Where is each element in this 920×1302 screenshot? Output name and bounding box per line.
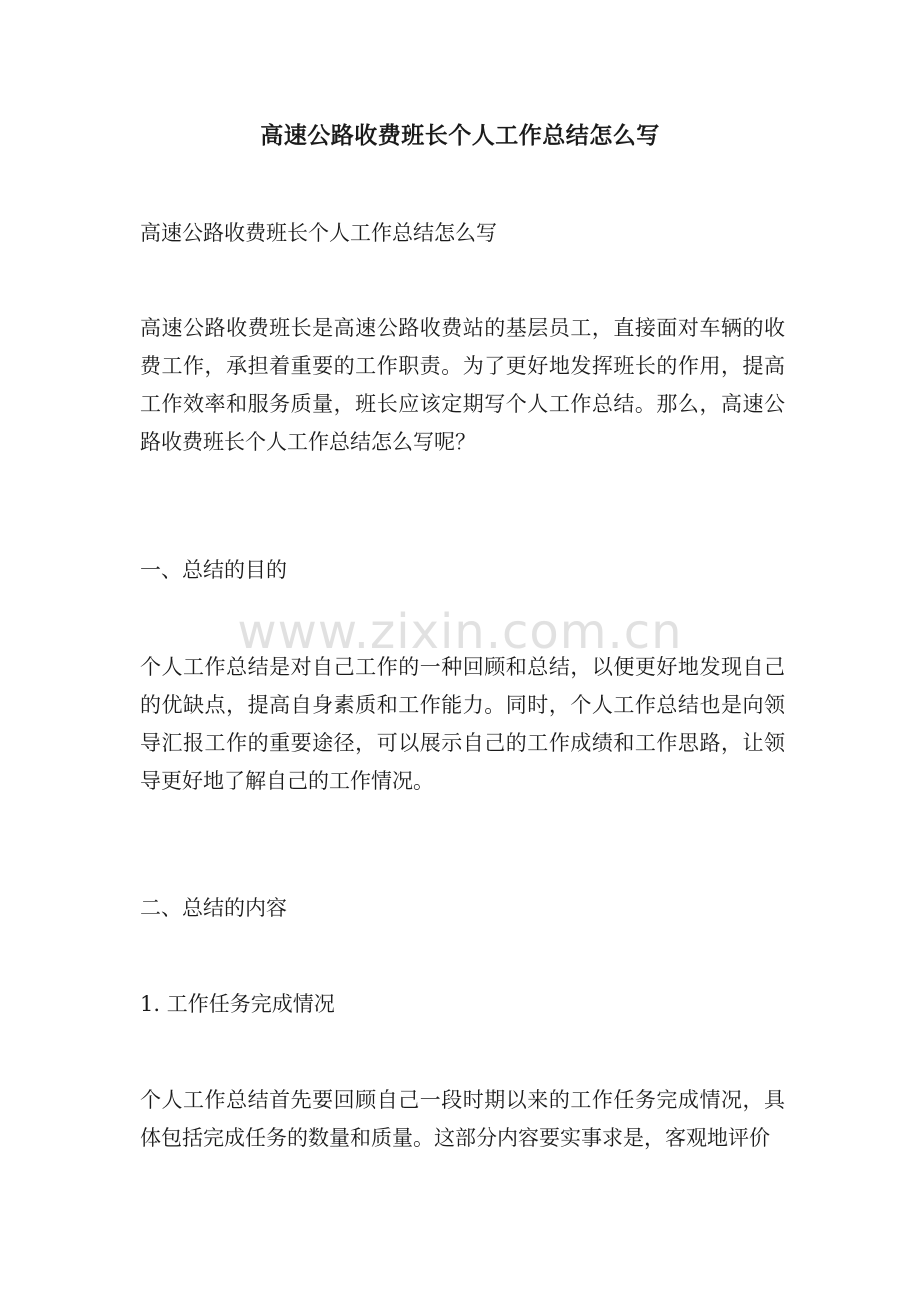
subsection-heading-task-completion: 1. 工作任务完成情况: [140, 992, 335, 1016]
section-heading-content: 二、总结的内容: [140, 896, 287, 920]
section-heading-purpose: 一、总结的目的: [140, 558, 287, 582]
task-completion-paragraph: 个人工作总结首先要回顾自己一段时期以来的工作任务完成情况，具体包括完成任务的数量和质量。这部分内容要实事求是，客观地评价: [140, 1088, 785, 1150]
document-subtitle: 高速公路收费班长个人工作总结怎么写: [140, 221, 497, 245]
intro-paragraph: 高速公路收费班长是高速公路收费站的基层员工，直接面对车辆的收费工作，承担着重要的工作职责。为了更好地发挥班长的作用，提高工作效率和服务质量，班长应该定期写个人工作总结。那么，高速公路收费班长个人工作总结怎么写呢？: [140, 316, 785, 454]
watermark: www.zixin.com.cn: [237, 604, 683, 660]
document-title: 高速公路收费班长个人工作总结怎么写: [260, 122, 660, 149]
purpose-paragraph: 个人工作总结是对自己工作的一种回顾和总结，以便更好地发现自己的优缺点，提高自身素质和工作能力。同时，个人工作总结也是向领导汇报工作的重要途径，可以展示自己的工作成绩和工作思路，让领导更好地了解自己的工作情况。: [140, 655, 785, 793]
